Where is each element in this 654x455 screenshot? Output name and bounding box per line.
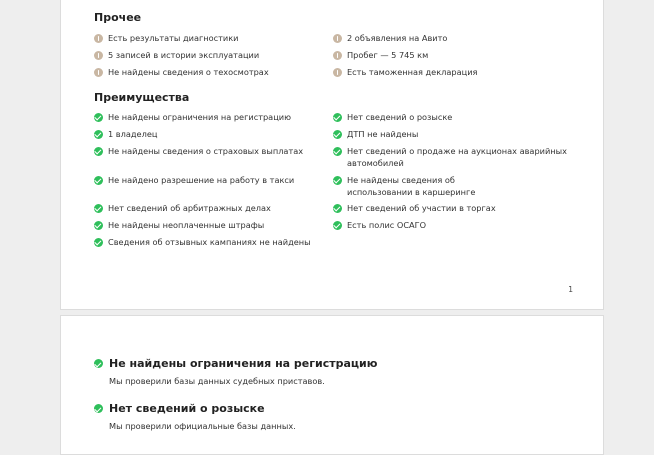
advantage-item: Не найдены сведения об использовании в каршеринге [333,174,497,198]
info-icon [333,34,342,43]
advantage-item: Нет сведений об арбитражных делах [94,202,271,214]
advantage-item: Нет сведений о розыске [333,111,452,123]
advantage-item: Не найдены сведения о страховых выплатах [94,145,303,157]
detail-subtitle: Мы проверили официальные базы данных. [109,421,296,431]
info-icon [94,34,103,43]
other-item: Не найдены сведения о техосмотрах [94,66,269,78]
check-circle-icon [94,238,103,247]
check-circle-icon [333,113,342,122]
detail-title: Не найдены ограничения на регистрацию [94,357,377,370]
check-circle-icon [94,204,103,213]
check-circle-icon [333,130,342,139]
advantage-item: Не найдены ограничения на регистрацию [94,111,291,123]
other-item: Есть таможенная декларация [333,66,477,78]
info-icon [333,68,342,77]
check-circle-icon [333,147,342,156]
section-title-other: Прочее [94,11,142,24]
other-item: 5 записей в истории эксплуатации [94,49,259,61]
check-circle-icon [94,359,103,368]
advantage-item: Есть полис ОСАГО [333,219,426,231]
advantage-item: Нет сведений о продаже на аукционах аварийных автомобилей [333,145,577,169]
advantage-item: Нет сведений об участии в торгах [333,202,496,214]
info-icon [94,68,103,77]
check-circle-icon [94,113,103,122]
page-number: 1 [568,285,573,294]
check-circle-icon [333,176,342,185]
other-item: Есть результаты диагностики [94,32,239,44]
check-circle-icon [333,221,342,230]
check-circle-icon [94,147,103,156]
check-circle-icon [94,176,103,185]
advantage-item: ДТП не найдены [333,128,418,140]
advantage-item: Не найдено разрешение на работу в такси [94,174,294,186]
advantage-item: Сведения об отзывных кампаниях не найдены [94,236,311,248]
detail-subtitle: Мы проверили базы данных судебных приставов. [109,376,325,386]
check-circle-icon [94,404,103,413]
report-page-2 [60,315,604,455]
report-page-1 [60,0,604,310]
advantage-item: Не найдены неоплаченные штрафы [94,219,264,231]
section-title-advantages: Преимущества [94,91,190,104]
check-circle-icon [333,204,342,213]
advantage-item: 1 владелец [94,128,157,140]
other-item: 2 объявления на Авито [333,32,447,44]
check-circle-icon [94,130,103,139]
detail-title: Нет сведений о розыске [94,402,265,415]
check-circle-icon [94,221,103,230]
info-icon [333,51,342,60]
info-icon [94,51,103,60]
other-item: Пробег — 5 745 км [333,49,428,61]
